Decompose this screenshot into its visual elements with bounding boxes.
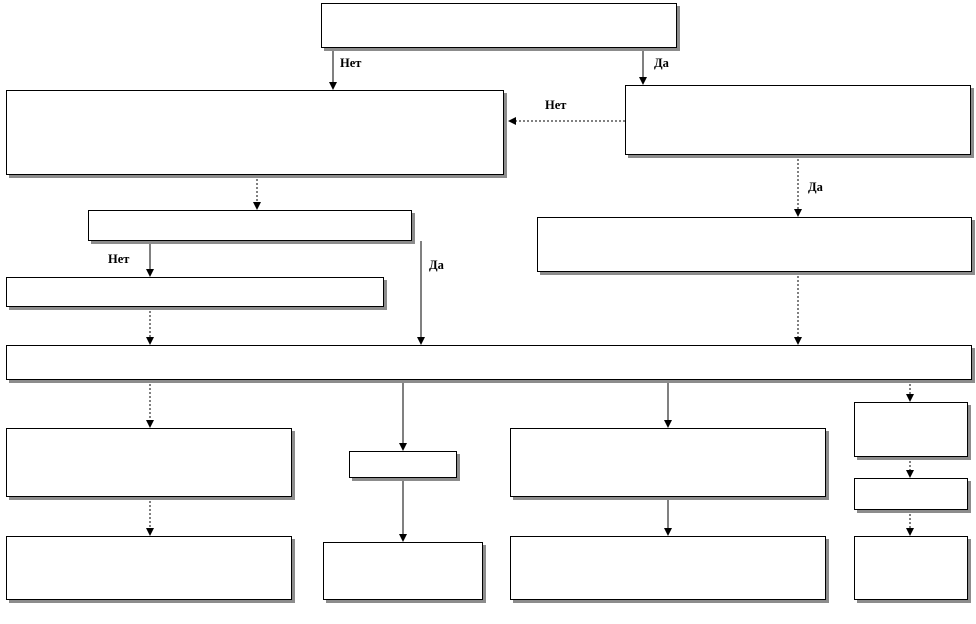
box-precordial-strike xyxy=(625,85,971,155)
box-electrical-activity xyxy=(510,428,826,497)
box-cardiac-activity-check xyxy=(88,210,412,241)
label-no-check: Нет xyxy=(108,252,130,266)
box-algorithm-asystole xyxy=(323,542,483,600)
box-algorithm-emd xyxy=(510,536,826,600)
label-yes-precordial: Да xyxy=(808,180,823,194)
box-ventilation xyxy=(854,478,968,510)
box-algorithm-fibrillation xyxy=(6,536,292,600)
box-rhythm-restored xyxy=(854,402,968,457)
label-no-precordial: Нет xyxy=(545,98,567,112)
box-asystole xyxy=(349,451,457,478)
box-visualize-rhythm xyxy=(6,345,972,380)
box-clinical-death xyxy=(321,3,677,48)
box-venous-access xyxy=(537,217,972,272)
box-chest-compressions xyxy=(6,277,384,307)
box-ventricular-fibrillation xyxy=(6,428,292,497)
label-no-start: Нет xyxy=(340,56,362,70)
box-airway xyxy=(6,90,504,175)
label-yes-start: Да xyxy=(654,56,669,70)
box-hospital-delivery xyxy=(854,536,968,600)
label-yes-check: Да xyxy=(429,258,444,272)
